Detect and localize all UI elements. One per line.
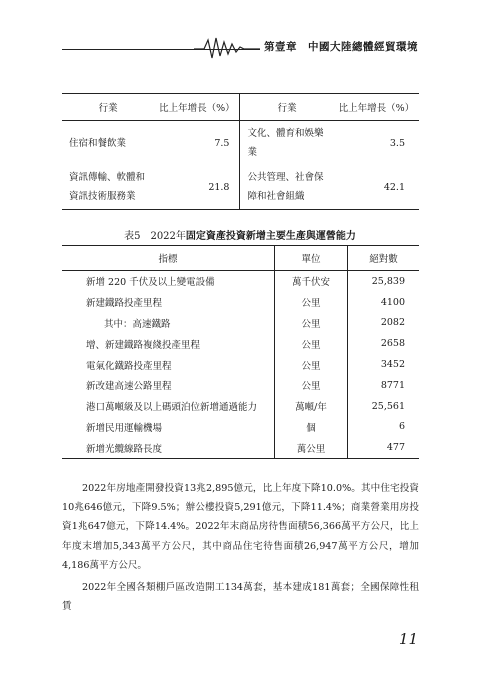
- table-row: [62, 333, 419, 354]
- table-row: [62, 417, 419, 438]
- unit-cell: 公里: [275, 354, 348, 375]
- indicator-cell: 港口萬噸級及以上碼頭泊位新增通過能力: [86, 402, 258, 414]
- growth-cell: 3.5: [389, 137, 405, 149]
- industry-cell: 公共管理、社會保障和社會組織: [240, 165, 334, 210]
- column-header: 指標: [62, 246, 275, 271]
- indicator-cell: 增、新建鐵路複綫投產里程: [86, 339, 201, 351]
- body-paragraph: 2022年全國各類棚戶區改造開工134萬套，基本建成181萬套；全國保障性租賃: [62, 582, 419, 613]
- industry-growth-table: [62, 93, 419, 210]
- indicator-cell: 其中：高速鐵路: [104, 318, 171, 330]
- table-row: [62, 354, 419, 375]
- value-cell: 2658: [380, 338, 405, 350]
- table-row: [62, 165, 419, 210]
- body-paragraph: 2022年房地產開發投資13兆2,895億元，比上年度下降10.0%。其中住宅投資10兆646億元，下降9.5%；辦公樓投資5,291億元，下降11.4%；商業營業用房投資1兆647億元，下降14.4%。2022年末商品房待售面積56,366萬平方公尺，比上年度末增加5,343萬平方公尺，其中商品住宅待售面積26,947萬平方公尺，增加4,186萬平方公尺。: [62, 483, 419, 571]
- unit-cell: 公里: [275, 313, 348, 334]
- table-header-row: [62, 246, 419, 271]
- unit-cell: 公里: [275, 292, 348, 313]
- table-row: [62, 375, 419, 396]
- industry-cell: 資訊傳輸、軟體和資訊技術服務業: [62, 165, 154, 210]
- unit-cell: 個: [275, 417, 348, 438]
- caption-prefix: 表5 2022年: [124, 231, 186, 242]
- industry-cell: 文化、體育和娛樂業: [247, 128, 324, 158]
- value-cell: 25,561: [371, 400, 405, 412]
- indicator-cell: 新增 220 千伏及以上變電設備: [86, 277, 215, 289]
- value-cell: 2082: [380, 317, 405, 329]
- industry-cell: 住宿和餐飲業: [69, 137, 127, 149]
- column-header: 行業: [62, 94, 154, 121]
- column-header: 單位: [275, 246, 348, 271]
- value-cell: 25,839: [371, 275, 405, 287]
- value-cell: 477: [348, 437, 420, 458]
- table-row: [62, 121, 419, 166]
- table-row: [62, 271, 419, 292]
- value-cell: 6: [398, 421, 405, 433]
- indicator-cell: 新建鐵路投產里程: [86, 298, 163, 310]
- growth-cell: 7.5: [154, 121, 240, 166]
- column-header: 比上年增長（%）: [154, 94, 240, 121]
- unit-cell: 公里: [275, 375, 348, 396]
- indicator-cell: 新改建高速公路里程: [86, 381, 172, 393]
- value-cell: 4100: [380, 296, 405, 308]
- chapter-title: 第壹章 中國大陸總體經貿環境: [260, 39, 418, 54]
- indicator-cell: 新增民用運輸機場: [86, 422, 163, 434]
- unit-cell: 萬噸/年: [275, 396, 348, 417]
- table-row: [62, 292, 419, 313]
- unit-cell: 公里: [275, 333, 348, 354]
- table-header-row: [62, 94, 419, 121]
- unit-cell: 萬千伏安: [275, 271, 348, 292]
- column-header: 行業: [240, 94, 334, 121]
- table-row: [62, 313, 419, 334]
- value-cell: 8771: [380, 379, 405, 391]
- table-row: [62, 437, 419, 458]
- column-header: 比上年增長（%）: [334, 94, 419, 121]
- page-number: 11: [398, 630, 418, 648]
- column-header: 絕對數: [348, 246, 420, 271]
- capacity-table: [62, 245, 419, 459]
- header-wave-icon: [194, 36, 266, 60]
- growth-cell: 42.1: [334, 165, 419, 210]
- growth-cell: 21.8: [154, 165, 240, 210]
- unit-cell: 萬公里: [275, 437, 348, 458]
- caption-title: 固定資產投資新增主要生產與運營能力: [185, 231, 356, 242]
- indicator-cell: 新增光纜線路長度: [62, 437, 275, 458]
- value-cell: 3452: [380, 359, 405, 371]
- table-row: [62, 396, 419, 417]
- table-caption: [0, 227, 480, 242]
- indicator-cell: 電氣化鐵路投產里程: [86, 360, 172, 372]
